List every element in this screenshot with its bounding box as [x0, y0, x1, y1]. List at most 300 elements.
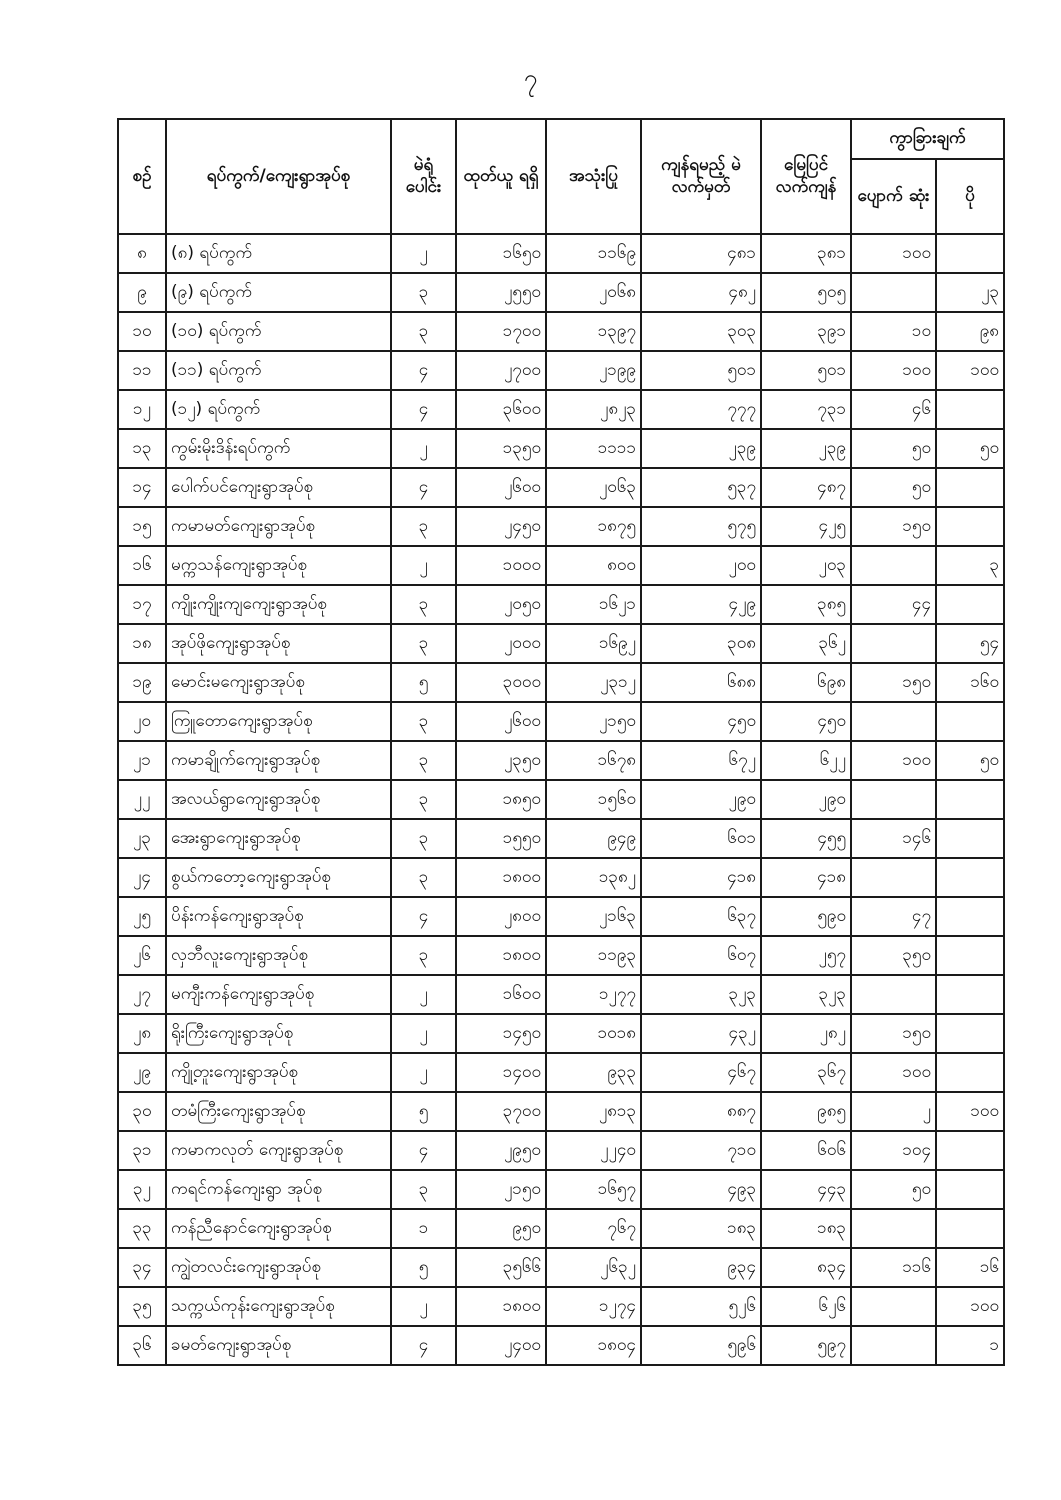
table-row: [118, 741, 1004, 780]
cell-should-remain: ၂၃၉: [641, 429, 761, 468]
cell-should-remain: ၄၈၂: [641, 273, 761, 312]
cell-used: ၁၁၉၃: [546, 936, 641, 975]
cell-ward-village: (၈) ရပ်ကွက်: [166, 234, 391, 273]
header-received: ထုတ်ယူ ရရှိ: [456, 119, 546, 234]
cell-polling-stations: ၃: [391, 624, 456, 663]
cell-extra: [936, 585, 1004, 624]
cell-received: ၂၄၅၀: [456, 507, 546, 546]
cell-lost: [851, 702, 936, 741]
cell-serial: ၁၈: [118, 624, 166, 663]
cell-lost: ၁၅၀: [851, 663, 936, 702]
cell-should-remain: ၅၃၇: [641, 468, 761, 507]
cell-ward-village: ပေါက်ပင်ကျေးရွာအုပ်စု: [166, 468, 391, 507]
table-row: [118, 858, 1004, 897]
cell-polling-stations: ၃: [391, 780, 456, 819]
cell-used: ၂၈၁၃: [546, 1092, 641, 1131]
cell-polling-stations: ၂: [391, 1287, 456, 1326]
cell-lost: ၄၆: [851, 390, 936, 429]
cell-should-remain: ၃၂၃: [641, 975, 761, 1014]
cell-should-remain: ၅၇၅: [641, 507, 761, 546]
cell-should-remain: ၉၃၄: [641, 1248, 761, 1287]
cell-ward-village: ကျွဲတလင်းကျေးရွာအုပ်စု: [166, 1248, 391, 1287]
table-row: [118, 702, 1004, 741]
cell-actual-remain: ၆၀၆: [761, 1131, 851, 1170]
cell-should-remain: ၁၈၃: [641, 1209, 761, 1248]
cell-should-remain: ၄၃၂: [641, 1014, 761, 1053]
table-row: [118, 1014, 1004, 1053]
cell-extra: [936, 1053, 1004, 1092]
cell-should-remain: ၃၀၈: [641, 624, 761, 663]
cell-received: ၉၅၀: [456, 1209, 546, 1248]
cell-serial: ၂၅: [118, 897, 166, 936]
cell-actual-remain: ၃၈၅: [761, 585, 851, 624]
cell-received: ၂၆၀၀: [456, 468, 546, 507]
cell-lost: [851, 624, 936, 663]
table-row: [118, 975, 1004, 1014]
table-row: [118, 390, 1004, 429]
cell-ward-village: သက္ကယ်ကုန်းကျေးရွာအုပ်စု: [166, 1287, 391, 1326]
cell-ward-village: ကမာကလုတ် ကျေးရွာအုပ်စု: [166, 1131, 391, 1170]
cell-used: ၁၆၇၈: [546, 741, 641, 780]
cell-extra: ၃: [936, 546, 1004, 585]
cell-extra: ၁၀၀: [936, 1287, 1004, 1326]
cell-should-remain: ၄၁၈: [641, 858, 761, 897]
cell-used: ၁၂၇၄: [546, 1287, 641, 1326]
cell-extra: [936, 702, 1004, 741]
cell-received: ၂၀၅၀: [456, 585, 546, 624]
cell-serial: ၂၇: [118, 975, 166, 1014]
table-row: [118, 1131, 1004, 1170]
cell-ward-village: (၁၁) ရပ်ကွက်: [166, 351, 391, 390]
cell-ward-village: အုပ်ဖိုကျေးရွာအုပ်စု: [166, 624, 391, 663]
cell-serial: ၃၃: [118, 1209, 166, 1248]
header-polling-stations: မဲရုံ ပေါင်း: [391, 119, 456, 234]
cell-lost: ၁၀၀: [851, 351, 936, 390]
cell-actual-remain: ၄၈၇: [761, 468, 851, 507]
cell-received: ၂၁၅၀: [456, 1170, 546, 1209]
cell-received: ၃၀၀၀: [456, 663, 546, 702]
cell-used: ၂၁၉၉: [546, 351, 641, 390]
cell-used: ၂၁၅၀: [546, 702, 641, 741]
cell-actual-remain: ၅၀၁: [761, 351, 851, 390]
cell-extra: ၁၆: [936, 1248, 1004, 1287]
cell-received: ၂၉၅၀: [456, 1131, 546, 1170]
cell-used: ၁၁၁၁: [546, 429, 641, 468]
cell-serial: ၃၀: [118, 1092, 166, 1131]
cell-ward-village: လှဘီလူးကျေးရွာအုပ်စု: [166, 936, 391, 975]
cell-received: ၃၆၀၀: [456, 390, 546, 429]
table-row: [118, 546, 1004, 585]
cell-lost: ၂: [851, 1092, 936, 1131]
cell-extra: [936, 858, 1004, 897]
cell-received: ၂၄၀၀: [456, 1326, 546, 1365]
cell-used: ၈၀၀: [546, 546, 641, 585]
cell-polling-stations: ၂: [391, 1053, 456, 1092]
cell-lost: [851, 780, 936, 819]
cell-polling-stations: ၂: [391, 1014, 456, 1053]
cell-actual-remain: ၆၉၈: [761, 663, 851, 702]
cell-serial: ၁၇: [118, 585, 166, 624]
cell-used: ၁၃၉၇: [546, 312, 641, 351]
cell-used: ၂၀၆၈: [546, 273, 641, 312]
ballot-paper-table: [117, 118, 1005, 1366]
cell-lost: ၅၀: [851, 468, 936, 507]
cell-serial: ၂၈: [118, 1014, 166, 1053]
table-row: [118, 624, 1004, 663]
cell-ward-village: ကရင်ကန်ကျေးရွာ အုပ်စု: [166, 1170, 391, 1209]
cell-extra: ၅၀: [936, 741, 1004, 780]
cell-ward-village: အလယ်ရွာကျေးရွာအုပ်စု: [166, 780, 391, 819]
cell-serial: ၂၂: [118, 780, 166, 819]
cell-actual-remain: ၄၂၅: [761, 507, 851, 546]
cell-extra: ၁: [936, 1326, 1004, 1365]
cell-actual-remain: ၃၆၇: [761, 1053, 851, 1092]
table-header: [118, 119, 1004, 234]
cell-serial: ၁၃: [118, 429, 166, 468]
cell-ward-village: မောင်းမကျေးရွာအုပ်စု: [166, 663, 391, 702]
cell-lost: ၁၀၀: [851, 741, 936, 780]
cell-lost: ၁၀: [851, 312, 936, 351]
cell-used: ၂၃၁၂: [546, 663, 641, 702]
table-row: [118, 429, 1004, 468]
cell-serial: ၃၁: [118, 1131, 166, 1170]
cell-polling-stations: ၄: [391, 351, 456, 390]
cell-lost: ၃၅၀: [851, 936, 936, 975]
cell-received: ၁၈၅၀: [456, 780, 546, 819]
table-row: [118, 663, 1004, 702]
cell-serial: ၃၄: [118, 1248, 166, 1287]
cell-extra: [936, 1209, 1004, 1248]
cell-polling-stations: ၄: [391, 1326, 456, 1365]
cell-should-remain: ၆၀၇: [641, 936, 761, 975]
cell-polling-stations: ၃: [391, 273, 456, 312]
cell-used: ၁၆၅၇: [546, 1170, 641, 1209]
cell-serial: ၂၄: [118, 858, 166, 897]
cell-lost: [851, 975, 936, 1014]
table-row: [118, 234, 1004, 273]
cell-lost: ၁၀၄: [851, 1131, 936, 1170]
cell-serial: ၂၃: [118, 819, 166, 858]
cell-serial: ၂၁: [118, 741, 166, 780]
cell-serial: ၁၁: [118, 351, 166, 390]
cell-received: ၃၇၀၀: [456, 1092, 546, 1131]
cell-should-remain: ၇၁၀: [641, 1131, 761, 1170]
cell-ward-village: အေးရွာကျေးရွာအုပ်စု: [166, 819, 391, 858]
header-serial: စဉ်: [118, 119, 166, 234]
table-row: [118, 1209, 1004, 1248]
cell-polling-stations: ၄: [391, 897, 456, 936]
cell-used: ၂၂၄၀: [546, 1131, 641, 1170]
cell-actual-remain: ၃၂၃: [761, 975, 851, 1014]
cell-ward-village: တမံကြီးကျေးရွာအုပ်စု: [166, 1092, 391, 1131]
header-actual-remain: မြေပြင် လက်ကျန်: [761, 119, 851, 234]
cell-received: ၁၇၀၀: [456, 312, 546, 351]
cell-serial: ၁၅: [118, 507, 166, 546]
cell-extra: [936, 780, 1004, 819]
cell-lost: ၁၁၆: [851, 1248, 936, 1287]
cell-actual-remain: ၄၅၀: [761, 702, 851, 741]
header-difference: ကွာခြားချက်: [851, 119, 1004, 159]
cell-lost: [851, 858, 936, 897]
cell-ward-village: မက္ကသန်ကျေးရွာအုပ်စု: [166, 546, 391, 585]
cell-polling-stations: ၄: [391, 468, 456, 507]
cell-serial: ၁၄: [118, 468, 166, 507]
cell-actual-remain: ၁၈၃: [761, 1209, 851, 1248]
cell-actual-remain: ၅၉၇: [761, 1326, 851, 1365]
cell-received: ၂၆၀၀: [456, 702, 546, 741]
cell-polling-stations: ၅: [391, 1092, 456, 1131]
cell-should-remain: ၄၅၀: [641, 702, 761, 741]
cell-received: ၁၅၅၀: [456, 819, 546, 858]
cell-polling-stations: ၂: [391, 429, 456, 468]
table-row: [118, 1287, 1004, 1326]
cell-polling-stations: ၃: [391, 312, 456, 351]
cell-polling-stations: ၂: [391, 975, 456, 1014]
cell-received: ၂၀၀၀: [456, 624, 546, 663]
cell-serial: ၂၀: [118, 702, 166, 741]
cell-polling-stations: ၂: [391, 546, 456, 585]
cell-ward-village: ကမာချိုက်ကျေးရွာအုပ်စု: [166, 741, 391, 780]
cell-extra: [936, 234, 1004, 273]
cell-serial: ၂၆: [118, 936, 166, 975]
cell-used: ၇၆၇: [546, 1209, 641, 1248]
cell-lost: ၄၄: [851, 585, 936, 624]
cell-should-remain: ၄၂၉: [641, 585, 761, 624]
cell-actual-remain: ၂၅၇: [761, 936, 851, 975]
table-row: [118, 780, 1004, 819]
table-row: [118, 351, 1004, 390]
cell-serial: ၁၆: [118, 546, 166, 585]
cell-serial: ၁၂: [118, 390, 166, 429]
cell-received: ၂၃၅၀: [456, 741, 546, 780]
cell-used: ၁၆၂၁: [546, 585, 641, 624]
table-row: [118, 273, 1004, 312]
cell-received: ၁၀၀၀: [456, 546, 546, 585]
cell-lost: [851, 1287, 936, 1326]
cell-should-remain: ၆၃၇: [641, 897, 761, 936]
header-used: အသုံးပြု: [546, 119, 641, 234]
cell-should-remain: ၆၈၈: [641, 663, 761, 702]
cell-ward-village: စွယ်ကတော့ကျေးရွာအုပ်စု: [166, 858, 391, 897]
cell-lost: ၅၀: [851, 429, 936, 468]
cell-used: ၁၀၁၈: [546, 1014, 641, 1053]
cell-ward-village: ရိုးကြီးကျေးရွာအုပ်စု: [166, 1014, 391, 1053]
cell-polling-stations: ၃: [391, 819, 456, 858]
cell-ward-village: ပိန်းကန်ကျေးရွာအုပ်စု: [166, 897, 391, 936]
cell-actual-remain: ၆၂၆: [761, 1287, 851, 1326]
cell-received: ၁၈၀၀: [456, 936, 546, 975]
cell-polling-stations: ၃: [391, 702, 456, 741]
cell-actual-remain: ၂၃၉: [761, 429, 851, 468]
cell-serial: ၃၂: [118, 1170, 166, 1209]
cell-polling-stations: ၃: [391, 507, 456, 546]
cell-actual-remain: ၂၈၂: [761, 1014, 851, 1053]
cell-extra: ၅၀: [936, 429, 1004, 468]
table-body: [118, 234, 1004, 1365]
cell-actual-remain: ၂၀၃: [761, 546, 851, 585]
cell-used: ၁၅၆၀: [546, 780, 641, 819]
cell-should-remain: ၄၆၇: [641, 1053, 761, 1092]
cell-ward-village: ကွမ်းမိုးဒိန်းရပ်ကွက်: [166, 429, 391, 468]
cell-received: ၁၆၅၀: [456, 234, 546, 273]
cell-extra: [936, 390, 1004, 429]
cell-serial: ၃၆: [118, 1326, 166, 1365]
cell-polling-stations: ၃: [391, 585, 456, 624]
cell-actual-remain: ၃၉၁: [761, 312, 851, 351]
cell-used: ၂၁၆၃: [546, 897, 641, 936]
cell-actual-remain: ၄၅၅: [761, 819, 851, 858]
cell-actual-remain: ၃၆၂: [761, 624, 851, 663]
cell-extra: ၁၀၀: [936, 351, 1004, 390]
cell-used: ၁၈၀၄: [546, 1326, 641, 1365]
cell-used: ၂၆၃၂: [546, 1248, 641, 1287]
cell-lost: [851, 546, 936, 585]
table-row: [118, 1326, 1004, 1365]
cell-received: ၁၈၀၀: [456, 858, 546, 897]
cell-lost: ၁၀၀: [851, 1053, 936, 1092]
cell-extra: ၁၀၀: [936, 1092, 1004, 1131]
cell-extra: [936, 819, 1004, 858]
cell-actual-remain: ၄၁၈: [761, 858, 851, 897]
cell-received: ၂၈၀၀: [456, 897, 546, 936]
table-row: [118, 936, 1004, 975]
cell-extra: ၂၃: [936, 273, 1004, 312]
cell-received: ၁၄၀၀: [456, 1053, 546, 1092]
cell-actual-remain: ၅၀၅: [761, 273, 851, 312]
cell-used: ၉၃၃: [546, 1053, 641, 1092]
cell-received: ၃၅၆၆: [456, 1248, 546, 1287]
cell-lost: ၁၅၀: [851, 1014, 936, 1053]
cell-extra: ၉၈: [936, 312, 1004, 351]
table-row: [118, 1170, 1004, 1209]
table-row: [118, 585, 1004, 624]
cell-extra: [936, 897, 1004, 936]
cell-extra: [936, 1014, 1004, 1053]
table-row: [118, 1053, 1004, 1092]
cell-received: ၁၈၀၀: [456, 1287, 546, 1326]
cell-lost: ၁၀၀: [851, 234, 936, 273]
cell-should-remain: ၆၀၁: [641, 819, 761, 858]
cell-lost: ၅၀: [851, 1170, 936, 1209]
cell-extra: [936, 1131, 1004, 1170]
cell-polling-stations: ၁: [391, 1209, 456, 1248]
cell-used: ၂၀၆၃: [546, 468, 641, 507]
cell-serial: ၁၀: [118, 312, 166, 351]
cell-used: ၁၁၆၉: [546, 234, 641, 273]
cell-polling-stations: ၂: [391, 234, 456, 273]
cell-used: ၁၈၇၅: [546, 507, 641, 546]
cell-serial: ၁၉: [118, 663, 166, 702]
cell-lost: ၄၇: [851, 897, 936, 936]
cell-should-remain: ၄၈၁: [641, 234, 761, 273]
page-number: ၇: [523, 64, 538, 92]
cell-polling-stations: ၅: [391, 663, 456, 702]
cell-ward-village: (၁၀) ရပ်ကွက်: [166, 312, 391, 351]
cell-should-remain: ၂၉၀: [641, 780, 761, 819]
cell-received: ၁၄၅၀: [456, 1014, 546, 1053]
cell-ward-village: ကျို့တူးကျေးရွာအုပ်စု: [166, 1053, 391, 1092]
cell-polling-stations: ၃: [391, 936, 456, 975]
header-ward-village: ရပ်ကွက်/ကျေးရွာအုပ်စု: [166, 119, 391, 234]
cell-ward-village: (၉) ရပ်ကွက်: [166, 273, 391, 312]
cell-extra: [936, 975, 1004, 1014]
cell-should-remain: ၄၉၃: [641, 1170, 761, 1209]
cell-received: ၁၆၀၀: [456, 975, 546, 1014]
cell-should-remain: ၆၇၂: [641, 741, 761, 780]
cell-received: ၁၃၅၀: [456, 429, 546, 468]
cell-extra: [936, 1170, 1004, 1209]
cell-should-remain: ၂၀၀: [641, 546, 761, 585]
cell-actual-remain: ၄၄၃: [761, 1170, 851, 1209]
header-lost: ပျောက် ဆုံး: [851, 159, 936, 234]
cell-polling-stations: ၃: [391, 741, 456, 780]
cell-ward-village: ကျိုးကျိုးကျကျေးရွာအုပ်စု: [166, 585, 391, 624]
cell-polling-stations: ၃: [391, 1170, 456, 1209]
cell-ward-village: ကမာမတ်ကျေးရွာအုပ်စု: [166, 507, 391, 546]
cell-extra: [936, 936, 1004, 975]
cell-actual-remain: ၃၈၁: [761, 234, 851, 273]
cell-should-remain: ၈၈၇: [641, 1092, 761, 1131]
cell-actual-remain: ၉၈၅: [761, 1092, 851, 1131]
table-row: [118, 507, 1004, 546]
table-row: [118, 819, 1004, 858]
cell-lost: ၁၅၀: [851, 507, 936, 546]
cell-actual-remain: ၈၃၄: [761, 1248, 851, 1287]
cell-should-remain: ၇၇၇: [641, 390, 761, 429]
cell-ward-village: ကန်ညီနောင်ကျေးရွာအုပ်စု: [166, 1209, 391, 1248]
cell-ward-village: မကျီးကန်ကျေးရွာအုပ်စု: [166, 975, 391, 1014]
cell-used: ၁၆၉၂: [546, 624, 641, 663]
cell-serial: ၈: [118, 234, 166, 273]
cell-received: ၂၅၅၀: [456, 273, 546, 312]
cell-should-remain: ၅၀၁: [641, 351, 761, 390]
cell-polling-stations: ၃: [391, 858, 456, 897]
cell-lost: [851, 1326, 936, 1365]
cell-used: ၁၃၈၂: [546, 858, 641, 897]
cell-serial: ၃၅: [118, 1287, 166, 1326]
cell-should-remain: ၃၀၃: [641, 312, 761, 351]
cell-actual-remain: ၅၉၀: [761, 897, 851, 936]
cell-should-remain: ၅၉၆: [641, 1326, 761, 1365]
cell-lost: [851, 273, 936, 312]
cell-polling-stations: ၅: [391, 1248, 456, 1287]
table-row: [118, 1248, 1004, 1287]
cell-ward-village: (၁၂) ရပ်ကွက်: [166, 390, 391, 429]
cell-actual-remain: ၆၂၂: [761, 741, 851, 780]
header-extra: ပို: [936, 159, 1004, 234]
cell-extra: [936, 468, 1004, 507]
table-row: [118, 897, 1004, 936]
cell-lost: [851, 1209, 936, 1248]
cell-extra: ၅၄: [936, 624, 1004, 663]
cell-polling-stations: ၄: [391, 1131, 456, 1170]
cell-actual-remain: ၂၉၀: [761, 780, 851, 819]
cell-extra: [936, 507, 1004, 546]
table-row: [118, 1092, 1004, 1131]
cell-actual-remain: ၇၃၁: [761, 390, 851, 429]
cell-serial: ၂၉: [118, 1053, 166, 1092]
cell-used: ၁၂၇၇: [546, 975, 641, 1014]
cell-extra: ၁၆၀: [936, 663, 1004, 702]
cell-received: ၂၇၀၀: [456, 351, 546, 390]
cell-used: ၉၄၉: [546, 819, 641, 858]
cell-ward-village: ခမတ်ကျေးရွာအုပ်စု: [166, 1326, 391, 1365]
table-row: [118, 312, 1004, 351]
table-row: [118, 468, 1004, 507]
cell-lost: ၁၄၆: [851, 819, 936, 858]
cell-serial: ၉: [118, 273, 166, 312]
cell-ward-village: ကြူတောကျေးရွာအုပ်စု: [166, 702, 391, 741]
